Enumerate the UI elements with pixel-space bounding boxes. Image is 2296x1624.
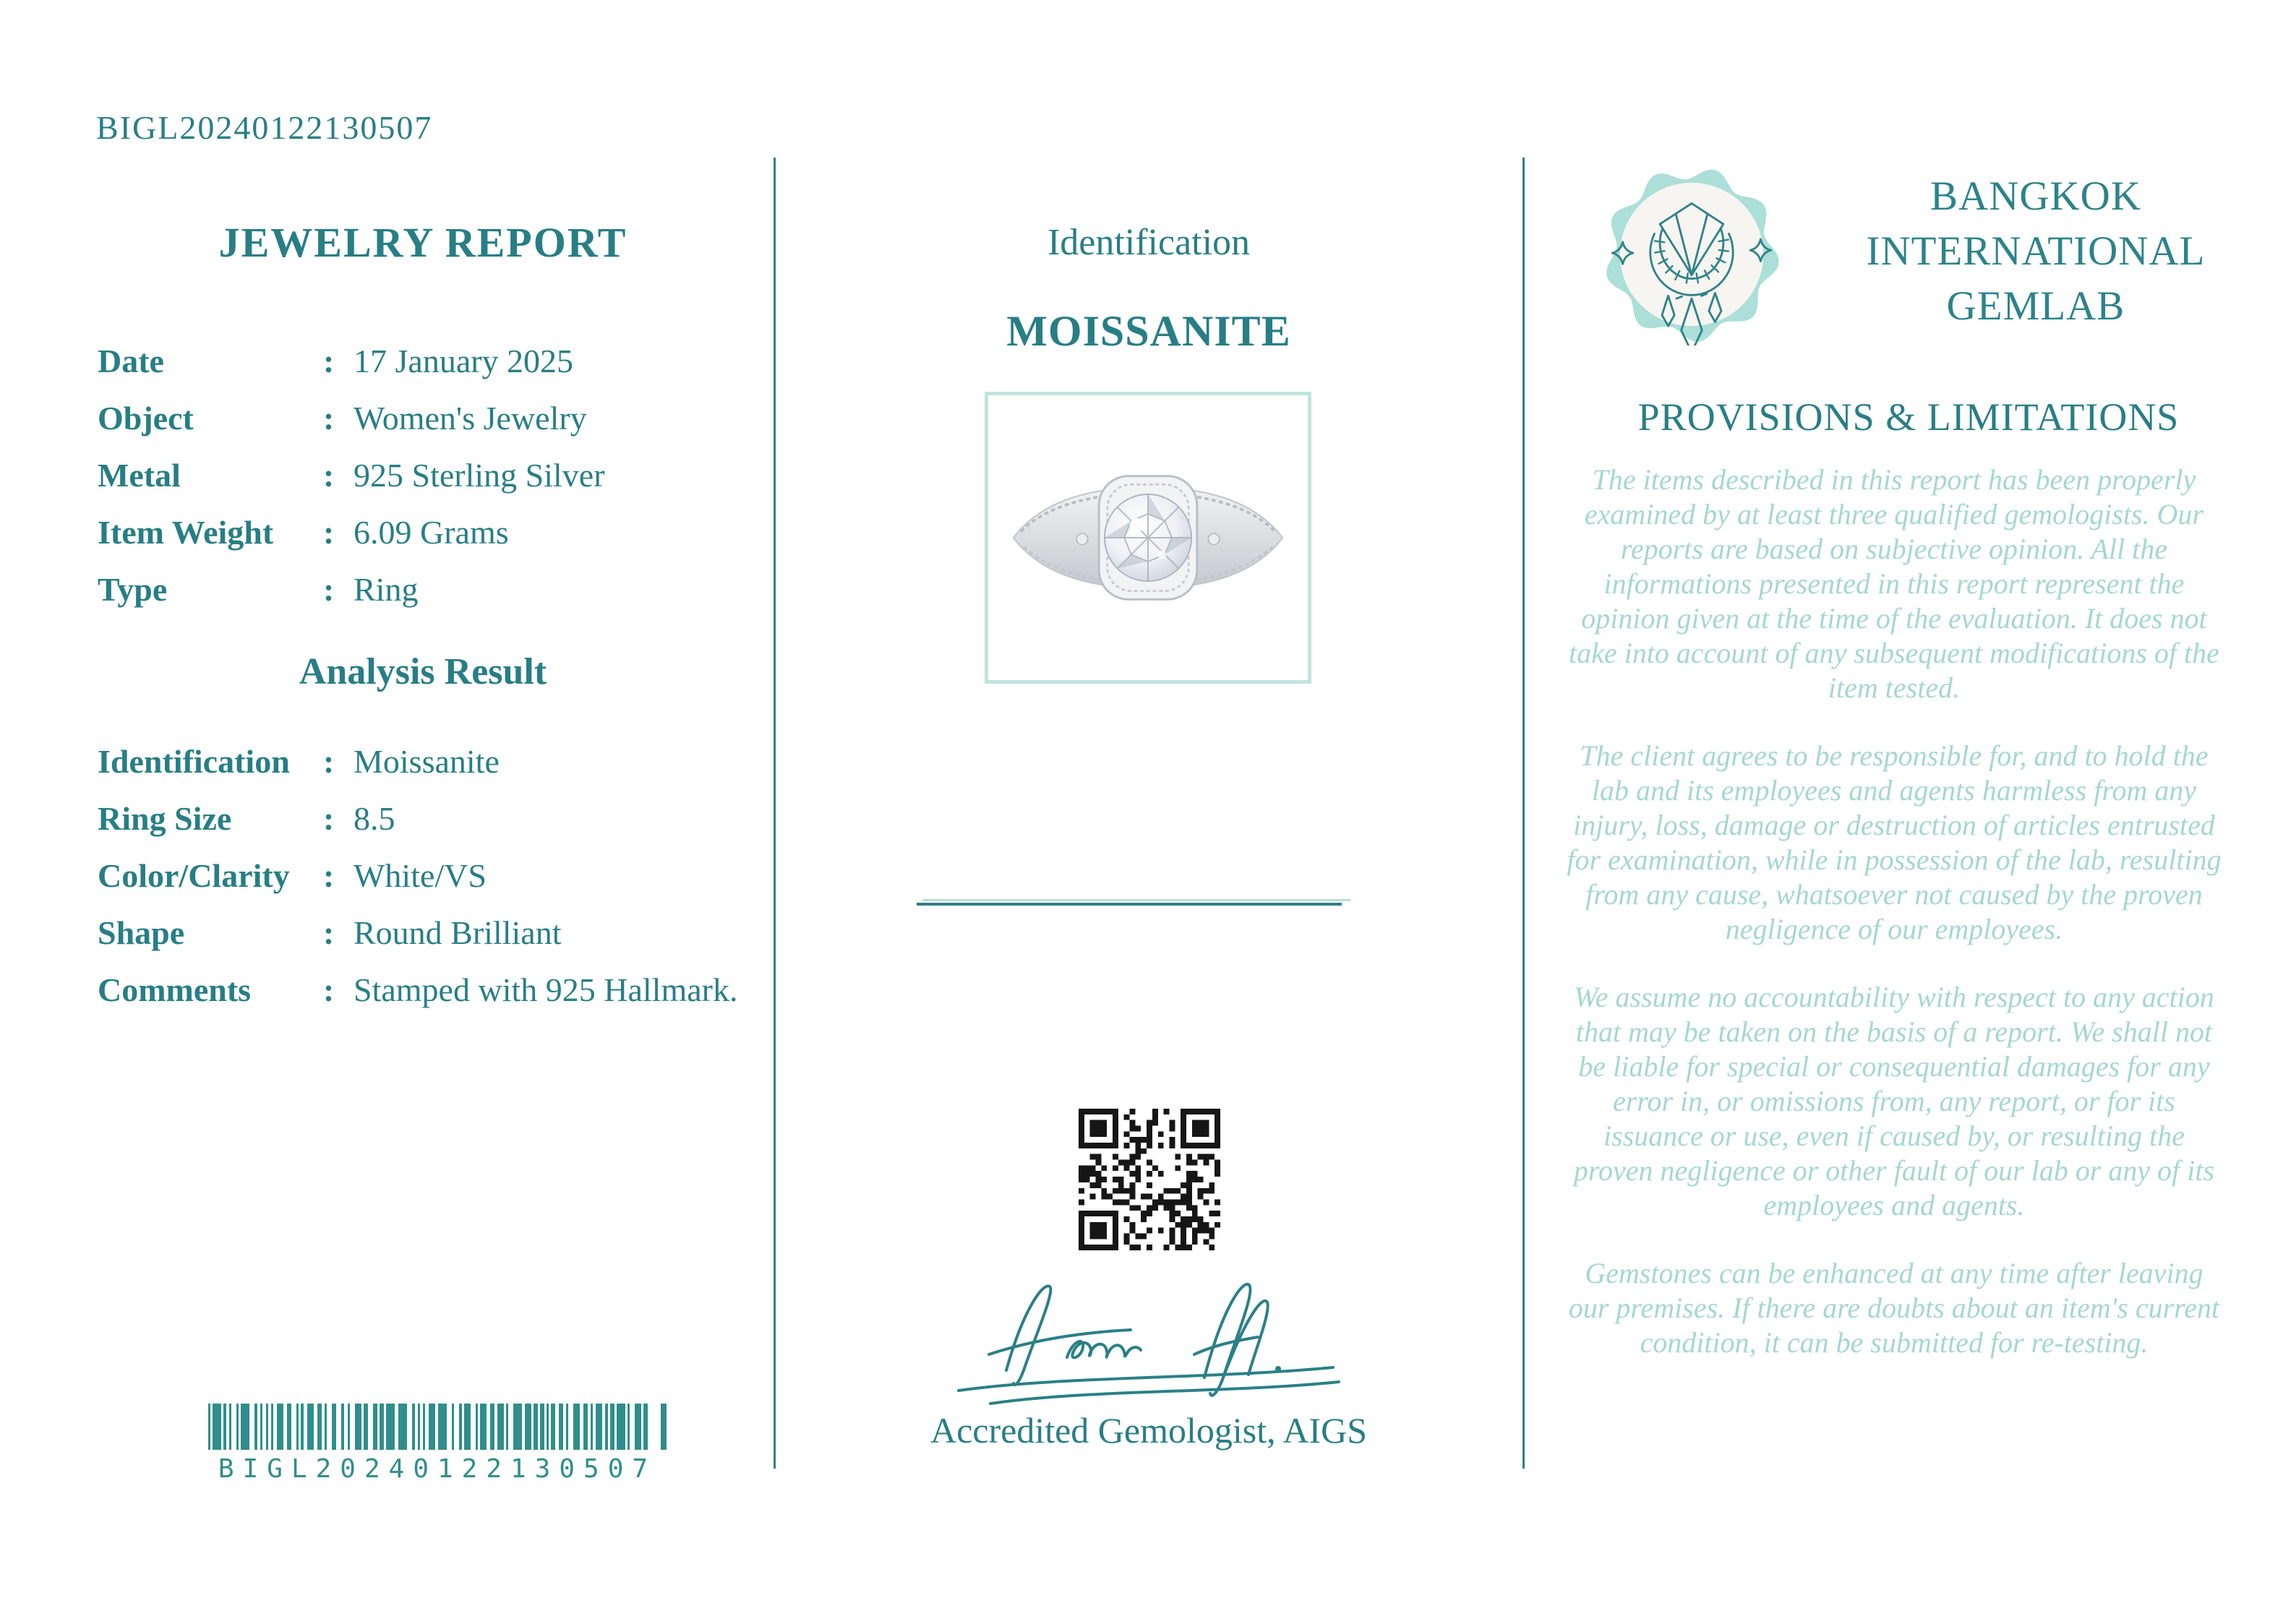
row-colon: : <box>323 971 335 1008</box>
row-value: Moissanite <box>354 743 500 780</box>
provisions-paragraph: The items described in this report has been properly examined by at least three qualified gemologists. Our reports are based on subjective opinion. All the informations presented in this report represent the opinion given at the time of the evaluation. It does not take into account of any subsequent modifications of the item tested. <box>1569 463 2219 704</box>
row-label: Metal <box>98 457 181 494</box>
report-row-metal <box>98 447 763 504</box>
row-label: Object <box>98 400 194 437</box>
lab-name-line: GEMLAB <box>1946 283 2125 329</box>
panel-divider-right <box>1522 158 1525 1469</box>
identification-heading: Identification <box>1047 222 1251 263</box>
row-value: 925 Sterling Silver <box>354 457 605 494</box>
row-colon: : <box>323 514 335 551</box>
middle-rule <box>917 903 1342 906</box>
row-colon: : <box>323 743 335 780</box>
analysis-row-identification <box>98 733 763 790</box>
lab-logo <box>1602 163 1781 345</box>
row-value: White/VS <box>354 857 487 894</box>
qr-code-image <box>1079 1109 1220 1250</box>
provisions-paragraph: The client agrees to be responsible for, and to hold the lab and its employees and agents harmless from any injury, loss, damage or destruction of articles entrusted for examination, while in possession of the lab, resulting from any cause, whatsoever not caused by the proven negligence of our employees. <box>1567 739 2222 945</box>
provisions-paragraph: Gemstones can be enhanced at any time after leaving our premises. If there are doubts about an item's current condition, it can be submitted for re-testing. <box>1568 1257 2220 1359</box>
analysis-result-details <box>98 733 763 1018</box>
report-row-date <box>98 332 763 390</box>
provisions-title: PROVISIONS & LIMITATIONS <box>1637 395 2180 439</box>
certificate-number: BIGL20240122130507 <box>96 109 433 146</box>
provisions-paragraph: We assume no accountability with respect to any action that may be taken on the basis of a report. We shall not be liable for special or consequential damages for any error in, or omissions from, any report, or for its issuance or use, even if caused by, or resulting the proven negligence or other fault of our lab or any of its employees and agents. <box>1573 981 2215 1221</box>
lab-name <box>1777 169 2295 334</box>
analysis-result-title: Analysis Result <box>299 651 547 692</box>
report-details <box>98 332 763 618</box>
provisions-text <box>1562 463 2227 1393</box>
row-value: Round Brilliant <box>354 914 562 951</box>
row-label: Ring Size <box>98 800 232 837</box>
row-colon: : <box>323 857 335 894</box>
row-label: Date <box>98 343 164 379</box>
middle-rule-highlight <box>922 899 1350 901</box>
jewelry-photo-frame <box>985 392 1311 684</box>
row-value: Women's Jewelry <box>354 400 587 437</box>
report-row-item-weight <box>98 504 763 561</box>
signature-image <box>937 1262 1362 1412</box>
row-value: 6.09 Grams <box>354 514 509 551</box>
row-label: Item Weight <box>98 514 274 551</box>
gemologist-signature <box>937 1262 1362 1412</box>
ring-photo <box>993 400 1303 675</box>
row-colon: : <box>323 343 335 379</box>
row-colon: : <box>323 800 335 837</box>
row-label: Shape <box>98 914 185 951</box>
lab-name-line: INTERNATIONAL <box>1866 228 2206 274</box>
row-value: 17 January 2025 <box>354 343 574 379</box>
row-colon: : <box>323 914 335 951</box>
analysis-row-ring-size <box>98 790 763 847</box>
row-colon: : <box>323 457 335 494</box>
lab-name-line: BANGKOK <box>1930 173 2141 219</box>
analysis-row-comments <box>98 961 763 1018</box>
lab-logo-image <box>1602 163 1781 345</box>
row-label: Identification <box>98 743 290 780</box>
analysis-row-shape <box>98 904 763 961</box>
barcode <box>208 1404 667 1484</box>
gemologist-credential: Accredited Gemologist, AIGS <box>930 1410 1368 1451</box>
report-row-type <box>98 561 763 618</box>
report-title: JEWELRY REPORT <box>218 219 627 266</box>
barcode-text: BIGL20240122130507 <box>218 1454 657 1484</box>
analysis-row-color-clarity <box>98 847 763 904</box>
report-row-object <box>98 390 763 447</box>
row-colon: : <box>323 571 335 608</box>
row-value: 8.5 <box>354 800 395 837</box>
row-label: Comments <box>98 971 252 1008</box>
qr-code <box>1079 1109 1220 1250</box>
row-value: Stamped with 925 Hallmark. <box>354 971 738 1008</box>
identification-result: MOISSANITE <box>1006 307 1291 355</box>
row-value: Ring <box>354 571 419 608</box>
row-colon: : <box>323 400 335 437</box>
barcode-bars-image <box>208 1404 667 1450</box>
row-label: Color/Clarity <box>98 857 290 894</box>
row-label: Type <box>98 571 168 608</box>
